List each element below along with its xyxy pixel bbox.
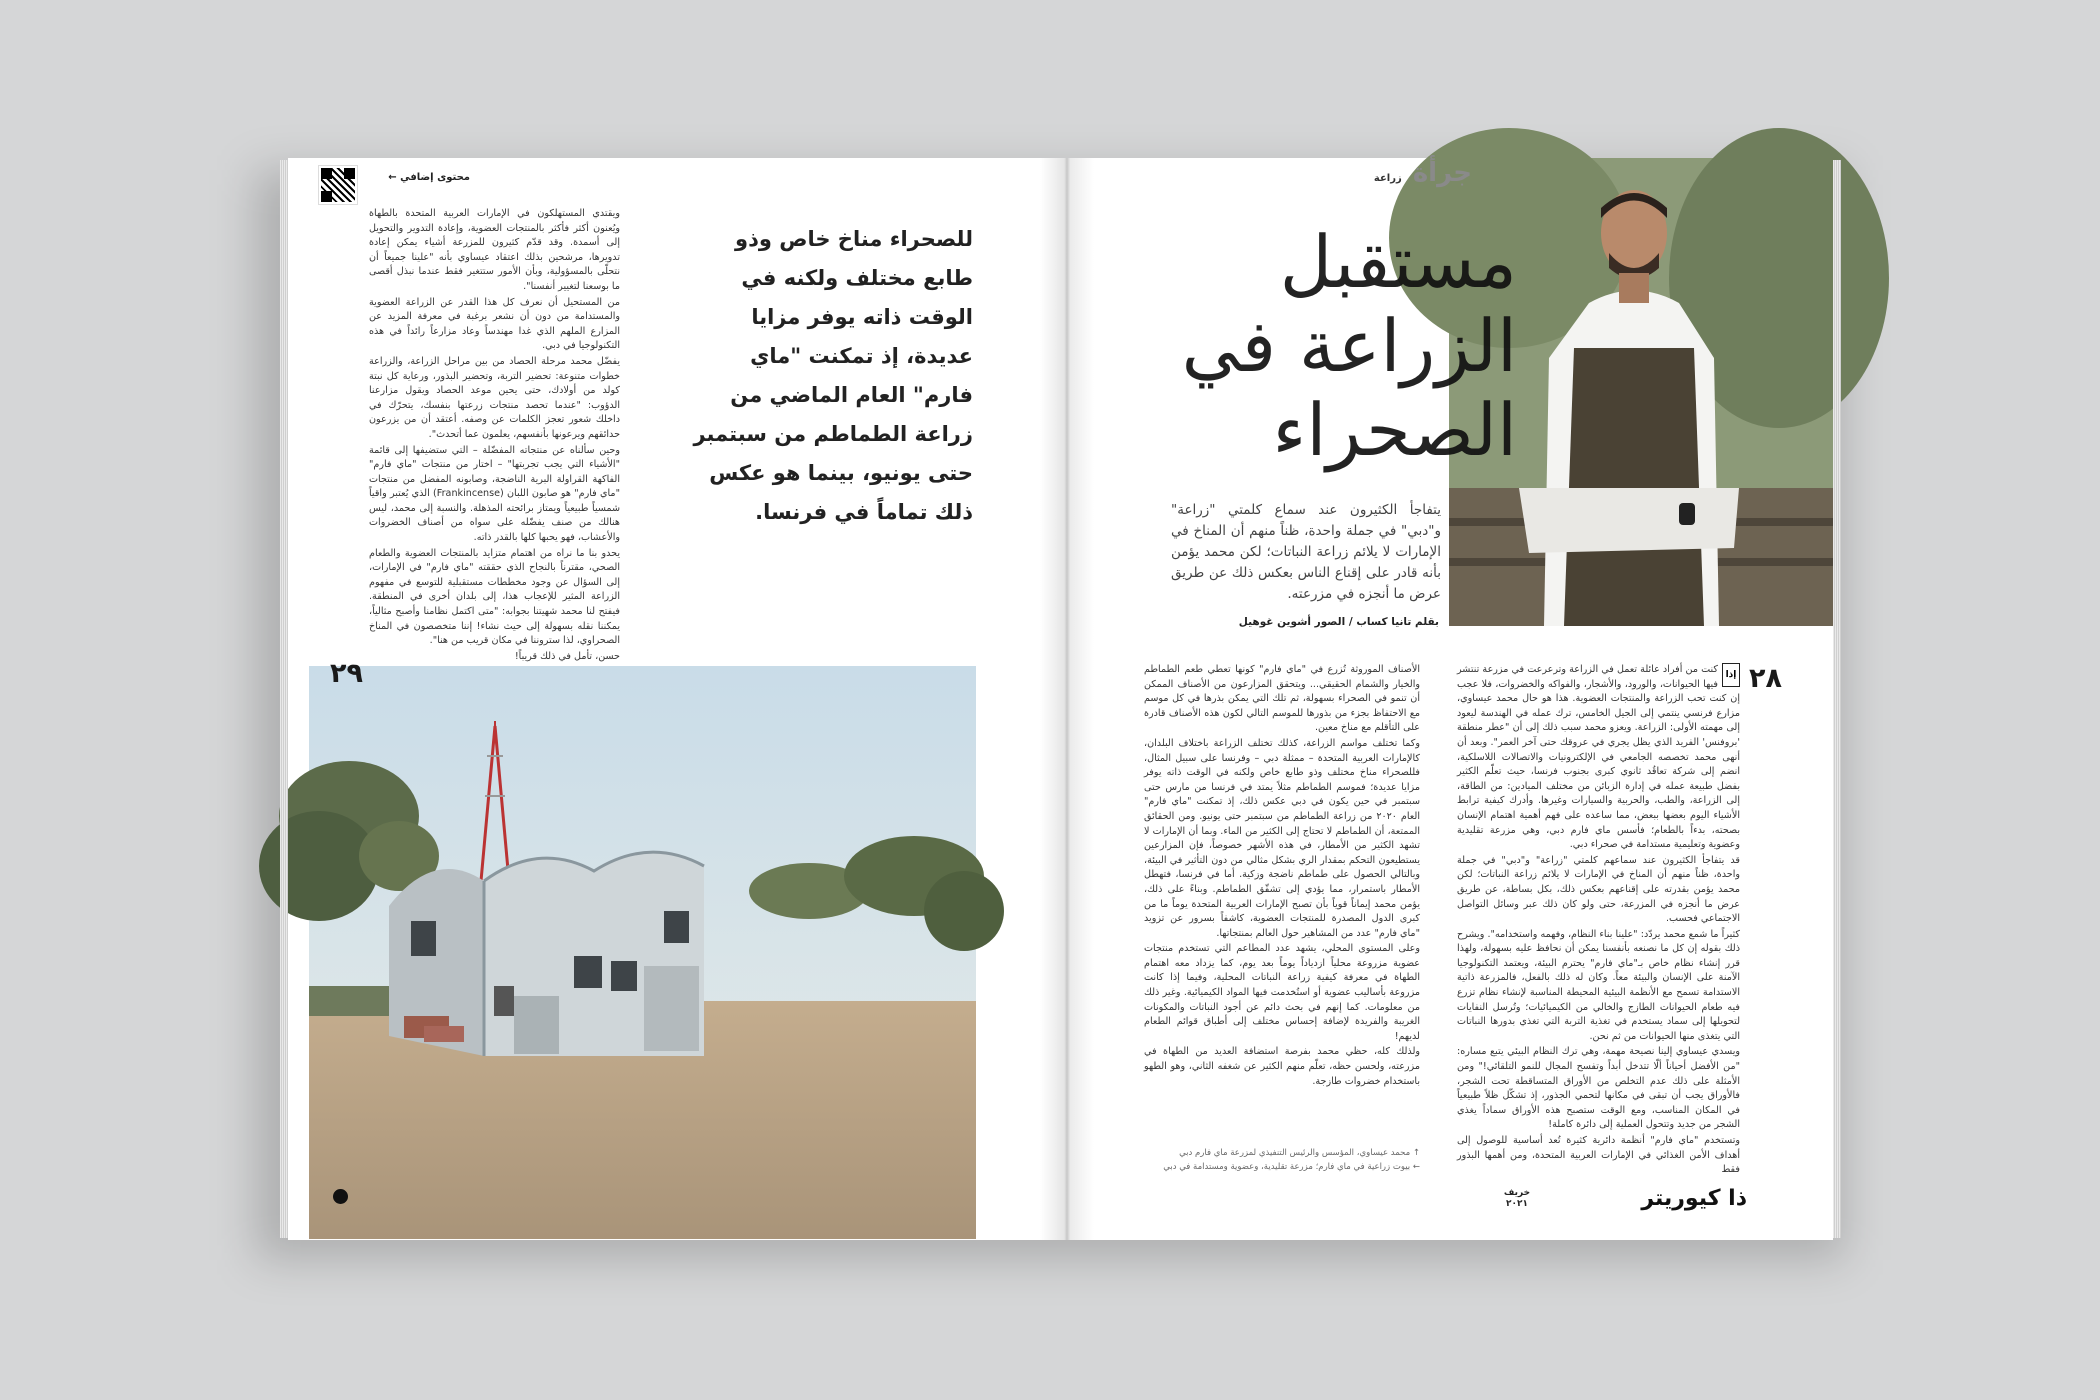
- pull-quote: للصحراء مناخ خاص وذو طابع مختلف ولكنه في الوقت ذاته يوفر مزايا عديدة، إذ تمكنت "ماي فارم" العام الماضي من زراعة الطماطم من سبتمبر حتى يونيو، بينما هو عكس ذلك تماماً في فرنسا.: [693, 227, 973, 524]
- page-edge: [1833, 160, 1841, 1238]
- left-body-column: [1144, 663, 1420, 1087]
- paragraph: من المستحيل أن نعرف كل هذا القدر عن الزراعة العضوية والمستدامة من دون أن نشعر برغبة في معرفة المزيد عن المزارع الملهم الذي غدا مهندساً وعاد مزارعاً رائداً في هذه التكنولوجيا في دبي.: [369, 296, 620, 352]
- caption: ← بيوت زراعية في ماي فارم؛ مزرعة تقليدية، وعضوية ومستدامة في دبي: [1163, 1162, 1420, 1172]
- standfirst: يتفاجأ الكثيرون عند سماع كلمتي "زراعة" و"دبي" في جملة واحدة، ظناً منهم أن المناخ في الإمارات لا يلائم زراعة النباتات؛ لكن محمد يؤمن بأنه قادر على إقناع الناس بعكس ذلك عن طريق عرض ما أنجزه في مزرعته.: [1171, 502, 1441, 602]
- paragraph: قد يتفاجأ الكثيرون عند سماعهم كلمتي "زراعة" و"دبي" في جملة واحدة، ظناً منهم أن المناخ في الإمارات لا يلائم زراعة النباتات؛ لكن محمد يؤمن بقدرته على إقناعهم بعكس ذلك، بكل بساطة، عن طريق عرض ما أنجزه في المزرعة، حتى ولو كان ذلك عبر وسائل التواصل الاجتماعي فحسب.: [1457, 854, 1740, 925]
- left-body-column: [369, 207, 620, 662]
- right-page: [1067, 158, 1833, 1240]
- page-number: ٢٨: [1749, 663, 1782, 694]
- paragraph: ولذلك كله، حظي محمد بفرصة استضافة العديد من الطهاة في مزرعته، ولحسن حظه، تعلّم منهم الكثير عن شغفه الثاني، وهو الطهو باستخدام خضروات طازجة.: [1144, 1046, 1420, 1087]
- left-page: [288, 158, 1067, 1240]
- paragraph: وحين سألناه عن منتجاته المفضّلة – التي ستضيفها إلى قائمة "الأشياء التي يجب تجربتها" – اختار من منتجات "ماي فارم" الفاكهة القراولة البرية الناضجة، وصابونه المفضل من منتجات "ماي فارم" هو صابون اللبان (Frankincense) الذي يُعتبر واقياً شمسياً طبيعياً ويمتاز برائحته المذهلة. والنسبة إلى محمد، ليس هنالك من صنف يفضّله على سواه من أصناف الخضروات والأعشاب، فهو يحبها كلها بالقدر ذاته.: [369, 444, 620, 544]
- paragraph: الأصناف الموروثة تُزرع في "ماي فارم" كونها تعطي طعم الطماطم والخيار والشمام الحقيقي... ويتحقق المزارعون من الأصناف الممكن أن تنمو في الصحراء بسهولة، ثم تلك التي يمكن بذرها في كل موسم مع الاحتفاظ بجزء من بذورها للموسم التالي لكون هذه الأصناف قادرة على التأقلم مع مناخ معين.: [1144, 664, 1420, 734]
- section-subtitle: زراعة: [1373, 173, 1402, 184]
- end-mark-icon: [333, 1189, 348, 1204]
- paragraph: يحدو بنا ما نراه من اهتمام متزايد بالمنتجات العضوية والطعام الصحي، مقترناً بالنجاح الذي حققته "ماي فارم" في الإمارات، إلى السؤال عن وجود مخططات مستقبلية للتوسع في مفهوم الزراعة المثير للإعجاب هذا، إلى بلدان أخرى في المنطقة. فيفتح لنا محمد شهيتنا بجوابه: "متى اكتمل نظامنا وأصبح مثالياً، يمكننا نقله بسهولة إلى حيث نشاء! إننا متخصصون في المناخ الصحراوي، لذا ستروننا في مكان قريب من هنا".: [369, 547, 620, 647]
- paragraph: كثيراً ما شمع محمد يردّد: "علينا بناء النظام، وفهمه واستخدامه". ويشرح ذلك بقوله إن كل ما نصنعه بأنفسنا يمكن أن نحافظ عليه بسهولة، ولهذا قرر إنشاء نظام خاص بـ"ماي فارم" يحترم البيئة، ويعتمد التكنولوجيا الآمنة على الإنسان والبيئة معاً. وكان له ذلك بالفعل، فالمزرعة ذاتية الاستدامة تسمح مع الأنظمة البيئية المحيطة المناسبة لإنشاء نظام تزرع فيه طعام الحيوانات الطازج والخالي من الكيميائيات؛ وتُرسل النفايات لتحويلها إلى سماد يستخدم في تغذية التربة التي تغذي بدورها النباتات التي يتغذى منها الحيوانات من ثم نحن.: [1457, 928, 1740, 1042]
- section-header: [1317, 158, 1472, 188]
- greenhouse-photo: [309, 666, 976, 1239]
- caption: ↑ محمد عيساوي، المؤسس والرئيس التنفيذي لمزرعة ماي فارم دبي: [1179, 1148, 1420, 1158]
- paragraph: وعلى المستوى المحلي، يشهد عدد المطاعم التي تستخدم منتجات عضوية مزروعة محلياً ازدياداً يوماً بعد يوم، كما يزداد معه اهتمام الطهاة في معرفة كيفية زراعة النباتات المحلية، وفيما إذا كانت مزروعة بأساليب عضوية أو استُخدمت فيها المواد الكيميائية. وغير ذلك من معلومات. كما إنهم في بحث دائم عن أجود النباتات والمكونات الغريبة والفريدة لإضافة إحساس مختلف إلى أطباق قوائم الطعام لديهم!: [1144, 943, 1420, 1042]
- right-body-column: [1457, 663, 1740, 1176]
- paragraph: ويقتدي المستهلكون في الإمارات العربية المتحدة بالطهاة ويُعنون أكثر فأكثر بالمنتجات العضوية، وإعادة التدوير والتحويل إلى أسمدة. وقد قدّم كثيرون للمزرعة أشياء يمكن إعادة تدويرها، مرشحين بذلك اعتقاد عيساوي بأنه "علينا جميعاً أن نتحلّى بالمسؤولية، وبأن الأمور ستتغير فقط عندما نبذل أقصى ما بوسعنا لتغيير أنفسنا".: [369, 208, 620, 292]
- headline: مستقبل الزراعة في الصحراء: [1181, 220, 1517, 472]
- issue-year: ٢٠٢١: [1506, 1199, 1528, 1209]
- paragraph: حسن، تأمل في ذلك قريباً!: [514, 650, 620, 662]
- issue-info: [1497, 1188, 1537, 1210]
- issue-season: خريف: [1503, 1188, 1531, 1198]
- byline: بقلم تانيا كساب / الصور أشوين غوهيل: [1238, 616, 1439, 628]
- magazine-name: ذا كيوريتر: [1641, 1186, 1747, 1211]
- section-label: جرأة: [1412, 158, 1472, 188]
- paragraph: كنت من أفراد عائلة تعمل في الزراعة وترعرعت في مزرعة تنتشر فيها الحيوانات، والورود، والأشجار، والفواكه والخضروات، فلا عجب إن كنت تحب الزراعة والمنتجات العضوية. هذا هو حال محمد عيساوي، مزارع فرنسي ينتمي إلى الجيل الخامس، ترك عمله في الهندسة ليعود إلى مهمته الأولى: الزراعة. ويعزو محمد سبب ذلك إلى أن "عطر منطقة 'بروفنس' الفريد الذي يظل يجري في عروقك حتى آخر العمر". وبعد أن أنهى محمد تخصصه الجامعي في الإلكترونيات والاتصالات اللاسلكية، انضم إلى شركة تعاقُد ثانوي كبرى بجنوب فرنسا، حيث تعلّم الكثير بفضل طبيعة عمله في إدارة الزبائن من مختلف الميادين: من الطاقة، إلى الزراعة، والطب، والحربية والسيارات وغيرها. وأدرك كيفية ترابط الأشياء اليوم بعضها ببعض، مما ساعده على فهم أهمية اهتمام الإنسان بصحته، بدءاً بالطعام؛ فأسس ماي فارم دبي، وهي مزرعة تقليدية وعضوية وتعليمية مستدامة في صحراء دبي.: [1457, 664, 1740, 851]
- paragraph: وتستخدم "ماي فارم" أنظمة دائرية كثيرة تُعد أساسية للوصول إلى أهداف الأمن الغذائي في الإمارات العربية المتحدة، ومن أهمها البذور فقط: [1457, 1135, 1740, 1176]
- photo-captions: [1144, 1146, 1420, 1174]
- magazine-footer: [1547, 1186, 1747, 1211]
- qr-code[interactable]: [319, 166, 357, 204]
- drop-cap: إذا: [1722, 663, 1740, 687]
- page-number: ٢٩: [330, 658, 363, 689]
- greenhouse-image: [309, 666, 976, 1239]
- paragraph: يفضّل محمد مرحلة الحصاد من بين مراحل الزراعة، والزراعة خطوات متنوعة: تحضير التربة، وتحضير البذور، ورعاية كل نبتة كولد من أولادك، حتى يحين موعد الحصاد ويقول مزارعنا الدؤوب: "عندما تحصد منتجات زرعتها بنفسك، يتحرّك في داخلك شعور تعجز الكلمات عن وصفه. أعتقد أن من يزرعون حدائقهم ويرعونها بأنفسهم، يعلمون عما أتحدث".: [369, 355, 620, 440]
- page-edge: [280, 160, 288, 1238]
- paragraph: ويسدي عيساوي إلينا نصيحة مهمة، وهي ترك النظام البيئي يتبع مساره: "من الأفضل أحياناً ألّا تتدخل أبداً وتفسح المجال للنمو التلقائي!" ومن الأمثلة على ذلك عدم التخلص من الأوراق المتساقطة تحت الشجر، فالأوراق يجب أن تبقى في مكانها لتحمي الجذور، إذ تشكّل ظلاً طبيعياً في المكان المناسب، ومع الوقت ستصبح هذه الأوراق سماداً يغذي الشجر من جديد وتتحول العملية إلى دائرة كاملة!: [1457, 1046, 1740, 1131]
- paragraph: وكما تختلف مواسم الزراعة، كذلك تختلف الزراعة باختلاف البلدان، كالإمارات العربية المتحدة – ممثلة دبي – وفرنسا على سبيل المثال، فللصحراء مناخ مختلف وذو طابع خاص ولكنه في الوقت ذاته يوفر مزايا عديدة؛ فموسم الطماطم مثلاً يمتد في فرنسا من مارس حتى سبتمبر في حين يكون في دبي عكس ذلك، إذ تمكنت "ماي فارم" العام ٢٠٢٠ من زراعة الطماطم من سبتمبر حتى يونيو. ومن الحقائق الممتعة، أن الطماطم لا تحتاج إلى الكثير من الماء. وبما أن الإمارات لا تشهد الكثير من الأمطار، في هذه الأشهر خصوصاً، فإن المزارعين يستطيعون التحكم بمقدار الري بشكل مثالي من دون التأثير في البيئة، وبالتالي الحصول على طماطم ناضجة وزكية. أما في فرنسا، فتهطل الأمطار باستمرار، مما يؤدي إلى تشقّق الطماطم. وبناءً على ذلك، يؤمن محمد إيماناً قوياً بأن تصبح الإمارات العربية المتحدة يوماً ما من كبرى الدول المصدرة للمنتجات العضوية، كاشفاً بسرور عن تزويد "ماي فارم" عدد من المشاهير حول العالم بمنتجاتها.: [1144, 737, 1420, 939]
- additional-content-label[interactable]: محتوى إضافي ←: [388, 172, 470, 183]
